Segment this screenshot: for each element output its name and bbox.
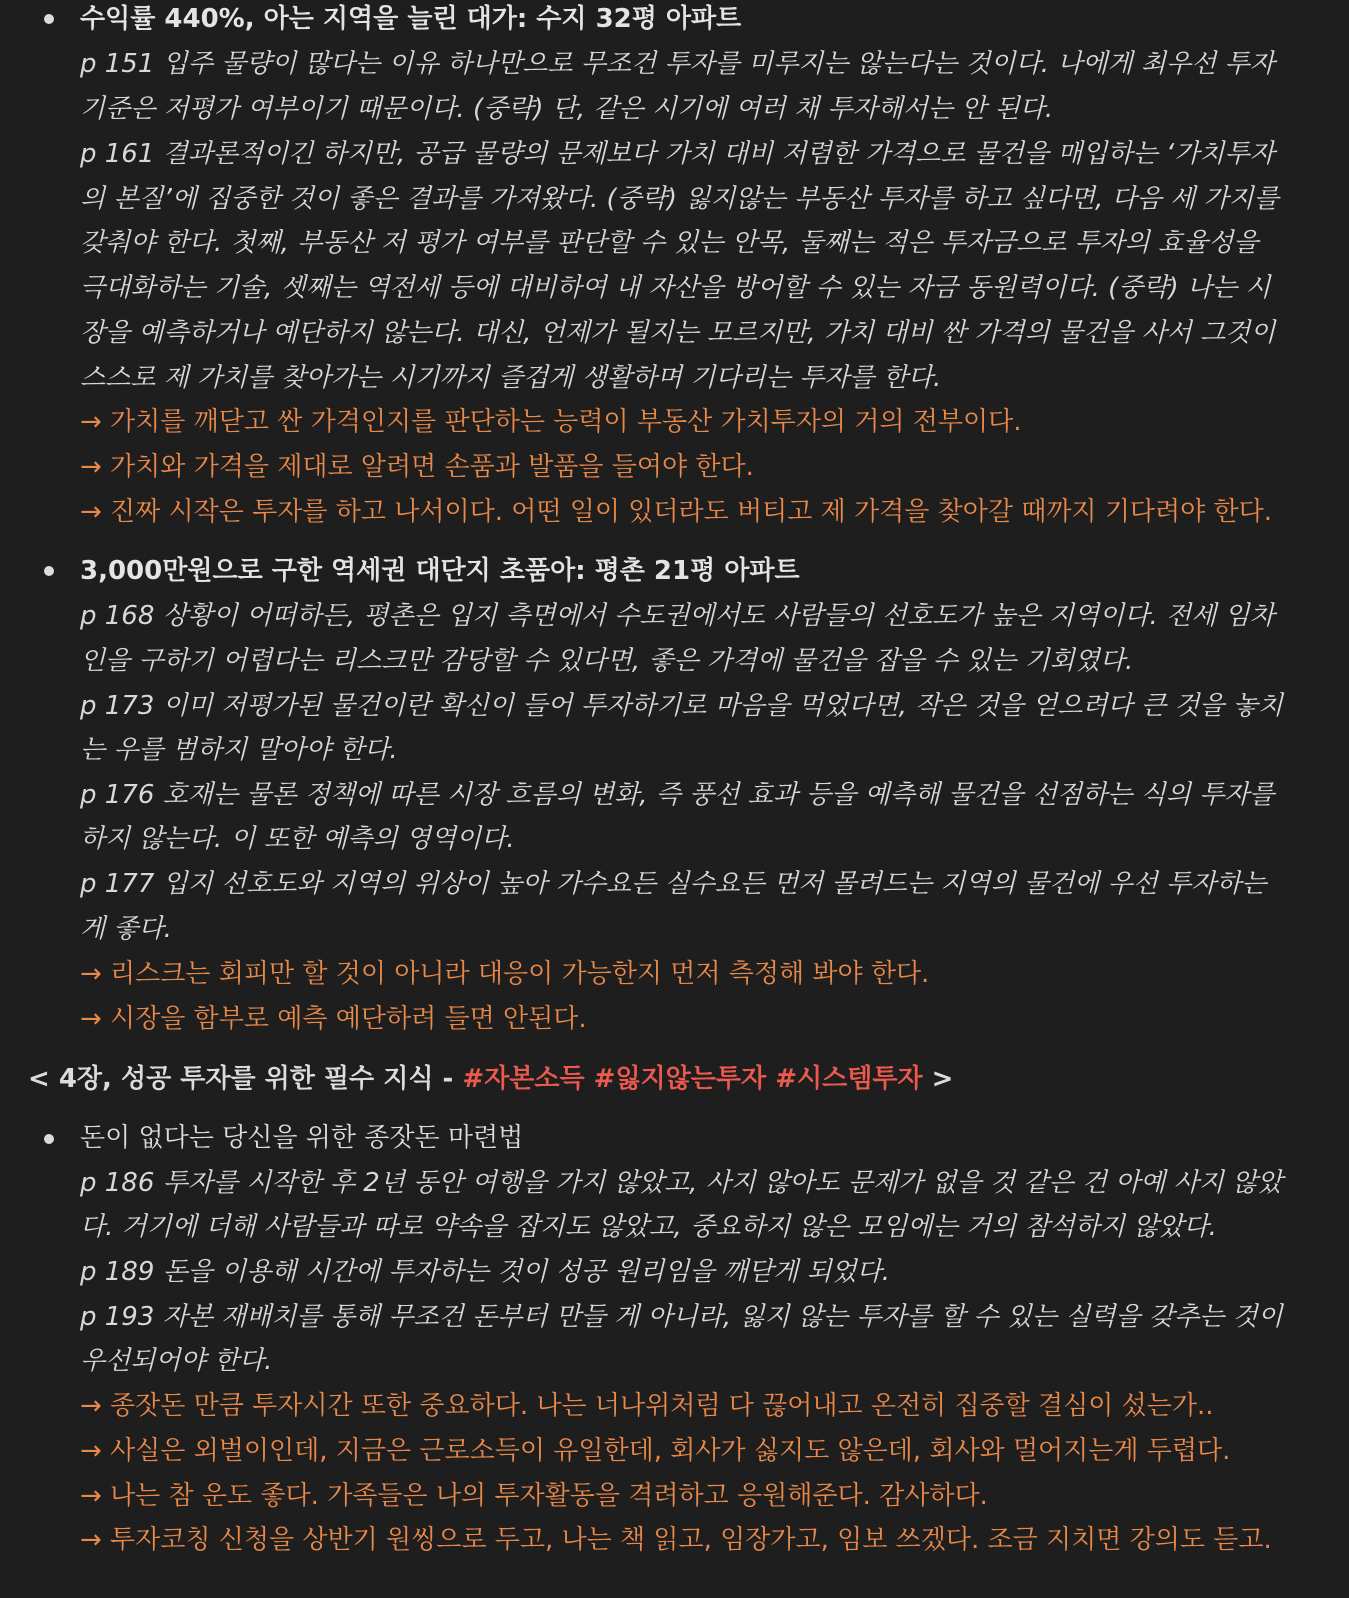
note-line: → 투자코칭 신청을 상반기 원씽으로 두고, 나는 책 읽고, 임장가고, 임보 쓰겠다. 조금 지치면 강의도 듣고. bbox=[80, 1525, 1272, 1555]
section-title: 3,000만원으로 구한 역세권 대단지 초품아: 평촌 21평 아파트 bbox=[80, 556, 800, 586]
section-title: 수익률 440%, 아는 지역을 늘린 대가: 수지 32평 아파트 bbox=[80, 4, 742, 34]
quote-line: p 189 돈을 이용해 시간에 투자하는 것이 성공 원리임을 깨닫게 되었다. bbox=[80, 1257, 891, 1287]
quote-line: p 151 입주 물량이 많다는 이유 하나만으로 무조건 투자를 미루지는 않는다는 것이다. 나에게 최우선 투자 bbox=[80, 49, 1275, 79]
quote-line: 인을 구하기 어렵다는 리스크만 감당할 수 있다면, 좋은 가격에 물건을 잡을 수 있는 기회였다. bbox=[80, 646, 1134, 676]
quote-line: p 177 입지 선호도와 지역의 위상이 높아 가수요든 실수요든 먼저 몰려드는 지역의 물건에 우선 투자하는 bbox=[80, 869, 1267, 899]
quote-line: p 168 상황이 어떠하든, 평촌은 입지 측면에서 수도권에서도 사람들의 선호도가 높은 지역이다. 전세 임차 bbox=[80, 601, 1275, 631]
quote-line: 스스로 제 가치를 찾아가는 시기까지 즐겁게 생활하며 기다리는 투자를 한다. bbox=[80, 363, 942, 393]
note-line: → 리스크는 회피만 할 것이 아니라 대응이 가능한지 먼저 측정해 봐야 한다. bbox=[80, 959, 930, 989]
bullet-dot bbox=[44, 14, 54, 24]
note-line: → 사실은 외벌이인데, 지금은 근로소득이 유일한데, 회사가 싫지도 않은데, 회사와 멀어지는게 두렵다. bbox=[80, 1436, 1231, 1466]
quote-line: p 186 투자를 시작한 후 2년 동안 여행을 가지 않았고, 사지 않아도 문제가 없을 것 같은 건 아예 사지 않았 bbox=[80, 1168, 1283, 1198]
quote-line: p 176 호재는 물론 정책에 따른 시장 흐름의 변화, 즉 풍선 효과 등을 예측해 물건을 선점하는 식의 투자를 bbox=[80, 780, 1275, 810]
note-line: → 가치를 깨닫고 싼 가격인지를 판단하는 능력이 부동산 가치투자의 거의 전부이다. bbox=[80, 407, 1022, 437]
bullet-dot bbox=[44, 566, 54, 576]
quote-line: 갖춰야 한다. 첫째, 부동산 저 평가 여부를 판단할 수 있는 안목, 둘째는 적은 투자금으로 투자의 효율성을 bbox=[80, 228, 1259, 258]
quote-line: 하지 않는다. 이 또한 예측의 영역이다. bbox=[80, 824, 515, 854]
quote-line: 다. 거기에 더해 사람들과 따로 약속을 잡지도 않았고, 중요하지 않은 모임에는 거의 참석하지 않았다. bbox=[80, 1212, 1217, 1242]
quote-line: 의 본질’에 집중한 것이 좋은 결과를 가져왔다. (중략) 잃지않는 부동산 투자를 하고 싶다면, 다음 세 가지를 bbox=[80, 184, 1279, 214]
chapter-heading bbox=[28, 1061, 1328, 1097]
chapter-close: > bbox=[922, 1064, 954, 1094]
chapter-hashtags[interactable]: #자본소득 #잃지않는투자 #시스템투자 bbox=[462, 1064, 923, 1094]
chapter-title: < 4장, 성공 투자를 위한 필수 지식 - bbox=[28, 1064, 463, 1094]
bullet-dot bbox=[44, 1134, 54, 1144]
quote-line: p 193 자본 재배치를 통해 무조건 돈부터 만들 게 아니라, 잃지 않는 투자를 할 수 있는 실력을 갖추는 것이 bbox=[80, 1302, 1283, 1332]
section-title: 돈이 없다는 당신을 위한 종잣돈 마련법 bbox=[80, 1123, 524, 1153]
quote-line: 우선되어야 한다. bbox=[80, 1346, 273, 1376]
note-line: → 가치와 가격을 제대로 알려면 손품과 발품을 들여야 한다. bbox=[80, 452, 754, 482]
quote-line: 장을 예측하거나 예단하지 않는다. 대신, 언제가 될지는 모르지만, 가치 대비 싼 가격의 물건을 사서 그것이 bbox=[80, 318, 1276, 348]
note-line: → 진짜 시작은 투자를 하고 나서이다. 어떤 일이 있더라도 버티고 제 가격을 찾아갈 때까지 기다려야 한다. bbox=[80, 497, 1273, 527]
quote-line: 게 좋다. bbox=[80, 914, 172, 944]
quote-line: p 161 결과론적이긴 하지만, 공급 물량의 문제보다 가치 대비 저렴한 가격으로 물건을 매입하는 ‘가치투자 bbox=[80, 139, 1275, 169]
quote-line: 극대화하는 기술, 셋째는 역전세 등에 대비하여 내 자산을 방어할 수 있는 자금 동원력이다. (중략) 나는 시 bbox=[80, 273, 1271, 303]
note-line: → 종잣돈 만큼 투자시간 또한 중요하다. 나는 너나위처럼 다 끊어내고 온전히 집중할 결심이 섰는가.. bbox=[80, 1391, 1214, 1421]
quote-line: 기준은 저평가 여부이기 때문이다. (중략) 단, 같은 시기에 여러 채 투자해서는 안 된다. bbox=[80, 94, 1054, 124]
quote-line: p 173 이미 저평가된 물건이란 확신이 들어 투자하기로 마음을 먹었다면, 작은 것을 얻으려다 큰 것을 놓치 bbox=[80, 691, 1284, 721]
quote-line: 는 우를 범하지 말아야 한다. bbox=[80, 735, 398, 765]
note-line: → 나는 참 운도 좋다. 가족들은 나의 투자활동을 격려하고 응원해준다. 감사하다. bbox=[80, 1481, 988, 1511]
note-line: → 시장을 함부로 예측 예단하려 들면 안된다. bbox=[80, 1004, 587, 1034]
